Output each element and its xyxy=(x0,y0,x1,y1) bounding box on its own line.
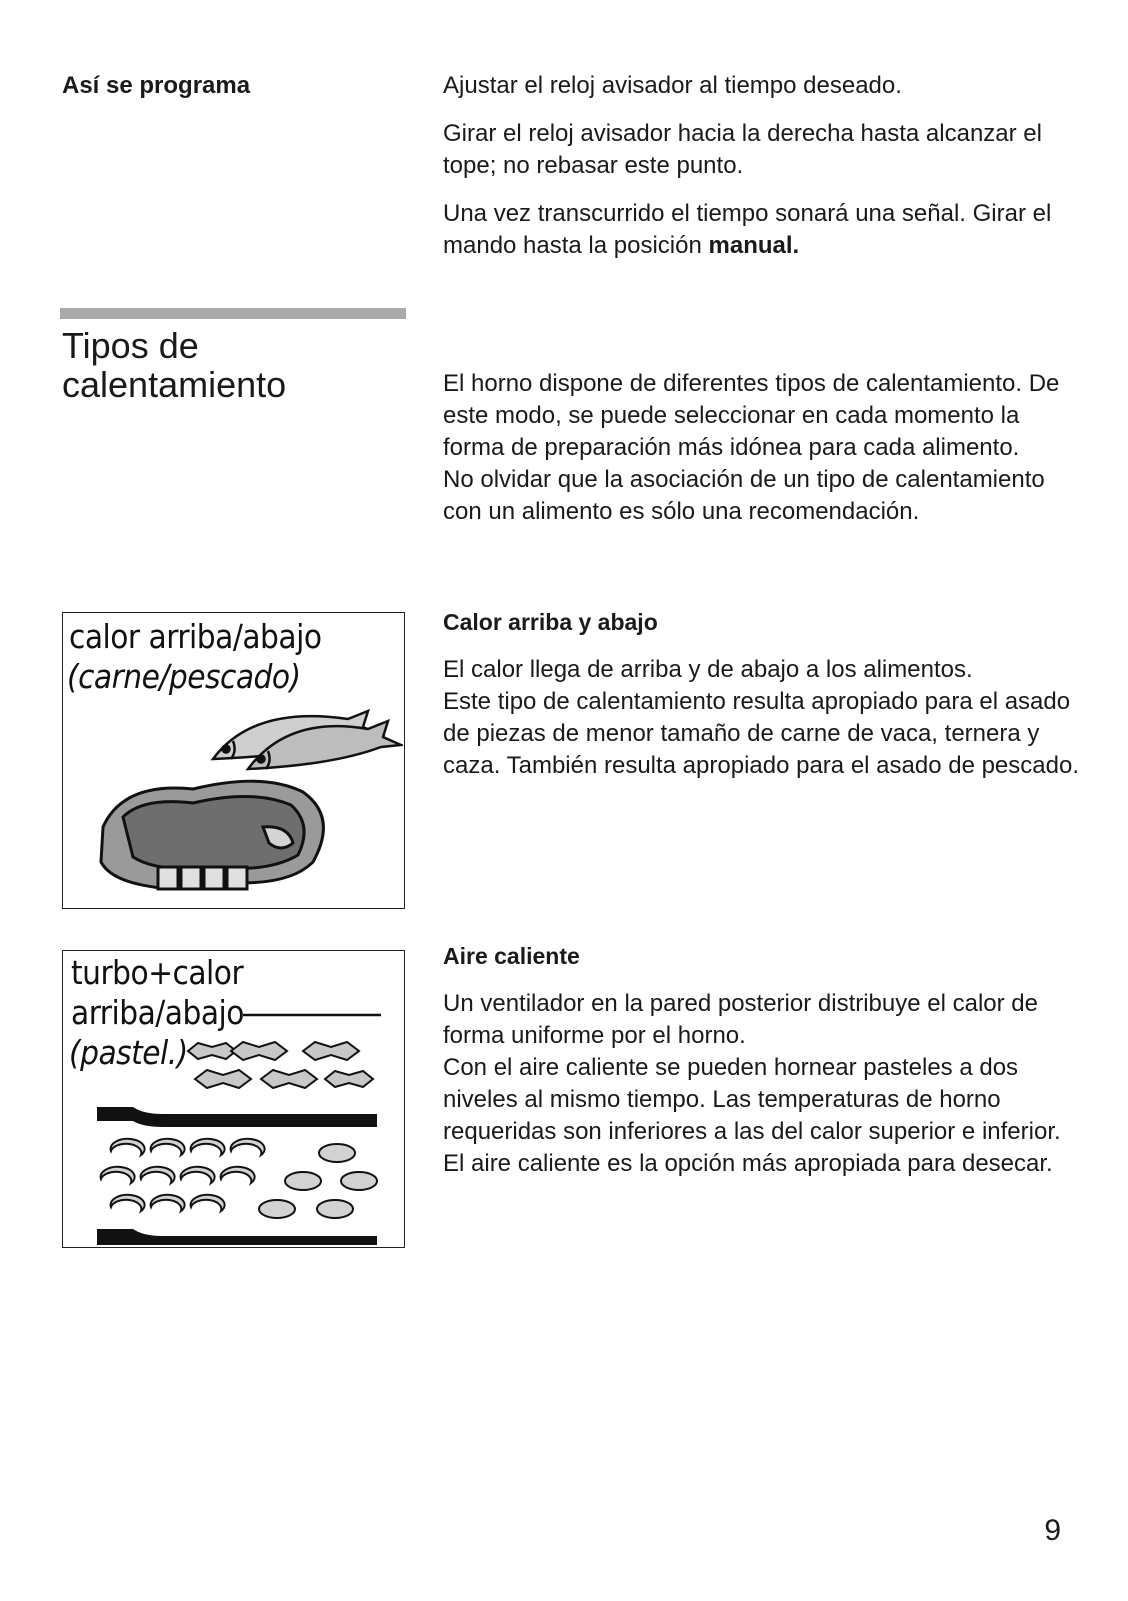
aire-section xyxy=(443,940,1083,1180)
calor-section xyxy=(443,606,1083,782)
intro-paragraph-1: El horno dispone de diferentes tipos de calentamiento. De este modo, se puede seleccionar en cada momento la forma de preparación más idónea para cada alimento. xyxy=(443,370,1060,461)
aire-paragraph-2: Con el aire caliente se pueden hornear pasteles a dos niveles al mismo tiempo. Las temperaturas de horno requeridas son inferiores a las del calor superior e inferior. xyxy=(443,1054,1061,1145)
programming-step-3-text: Una vez transcurrido el tiempo sonará una señal. Girar el mando hasta la posición xyxy=(443,200,1052,259)
program-label: Así se programa xyxy=(62,72,251,99)
section-title: Tipos de calentamiento xyxy=(62,325,287,405)
programming-step-3-bold: manual. xyxy=(708,232,800,259)
aire-figure-label-1: turbo+calor xyxy=(71,953,244,992)
section-divider xyxy=(60,308,406,319)
lower-tray-icon xyxy=(97,1229,377,1245)
programming-steps xyxy=(443,70,1083,262)
meat-fish-illustration xyxy=(63,697,403,907)
star-pastry-icon xyxy=(188,1042,373,1088)
page-number: 9 xyxy=(1044,1514,1061,1547)
upper-tray-icon xyxy=(97,1107,377,1127)
calor-figure-label-2: (carne/pescado) xyxy=(67,657,301,696)
programming-step-3 xyxy=(443,198,1083,262)
aire-paragraph-3: El aire caliente es la opción más apropiada para desecar. xyxy=(443,1150,1053,1177)
aire-figure-label-3: (pastel.) xyxy=(69,1033,188,1072)
calor-heading: Calor arriba y abajo xyxy=(443,609,658,635)
calor-paragraph-1: El calor llega de arriba y de abajo a los alimentos. xyxy=(443,656,973,683)
intro-text xyxy=(443,368,1083,528)
programming-step-2: Girar el reloj avisador hacia la derecha hasta alcanzar el tope; no rebasar este punto. xyxy=(443,120,1042,179)
calor-paragraph-2: Este tipo de calentamiento resulta apropiado para el asado de piezas de menor tamaño de carne de vaca, ternera y caza. También resulta apropiado para el asado de pescado. xyxy=(443,688,1079,779)
aire-figure xyxy=(62,950,405,1248)
aire-figure-label-2: arriba/abajo xyxy=(71,993,244,1032)
steak-icon xyxy=(101,781,323,889)
calor-figure xyxy=(62,612,405,909)
pastry-trays-illustration xyxy=(63,951,403,1247)
intro-paragraph-2: No olvidar que la asociación de un tipo de calentamiento con un alimento es sólo una recomendación. xyxy=(443,466,1045,525)
fish-icon xyxy=(213,711,401,769)
aire-paragraph-1: Un ventilador en la pared posterior distribuye el calor de forma uniforme por el horno. xyxy=(443,990,1038,1049)
calor-figure-label-1: calor arriba/abajo xyxy=(69,617,322,656)
aire-heading: Aire caliente xyxy=(443,943,580,969)
programming-step-1: Ajustar el reloj avisador al tiempo deseado. xyxy=(443,72,902,99)
cookie-icon xyxy=(101,1139,377,1218)
